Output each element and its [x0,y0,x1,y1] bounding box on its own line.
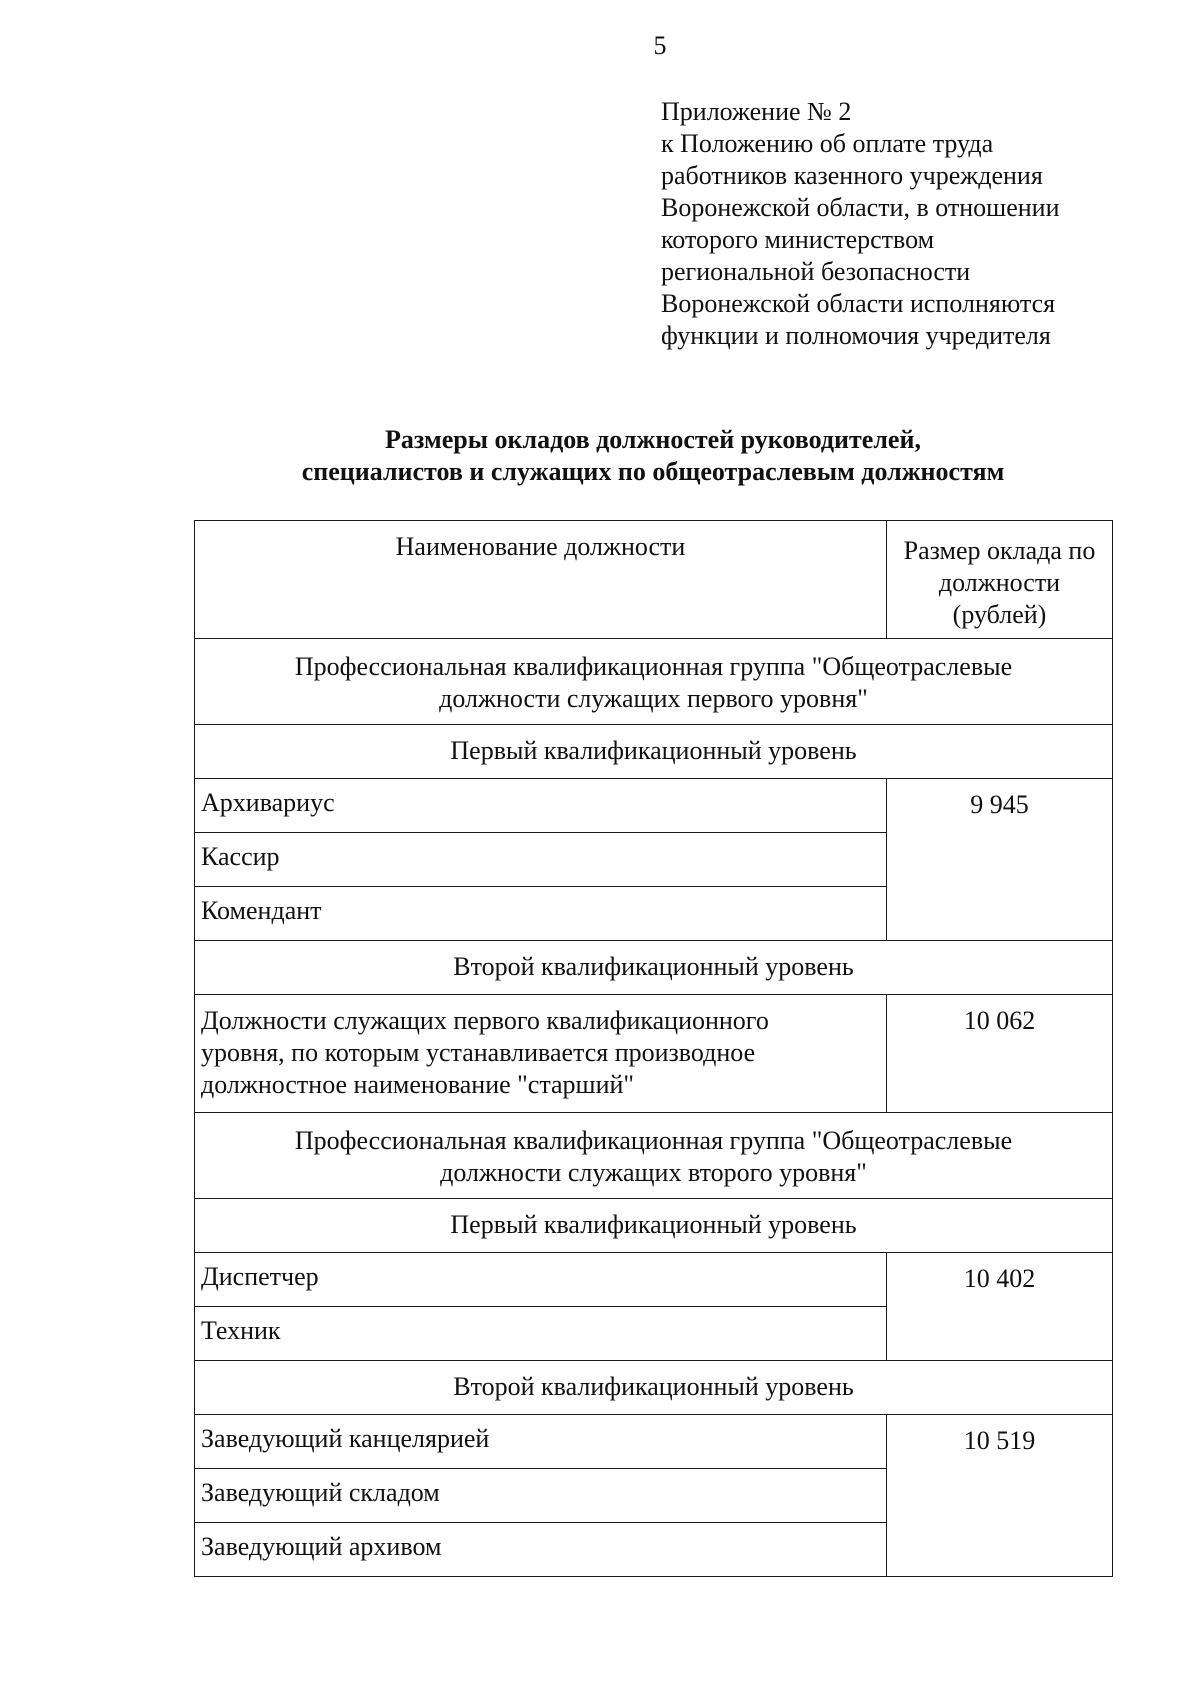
level-row [195,725,1113,779]
header-salary-line: (рублей) [952,600,1047,629]
page-number: 5 [653,31,667,60]
appendix-line: которого министерством [661,225,935,254]
header-salary [887,521,1113,639]
table-row [195,1415,1113,1469]
group-title-line: должности служащих второго уровня" [440,1158,867,1187]
table-row [195,1253,1113,1307]
group-title [195,1113,1113,1199]
header-salary-line: Размер оклада по [903,536,1096,565]
level-title: Второй квалификационный уровень [195,1361,1113,1415]
position-name: Комендант [195,887,887,941]
position-name-line: должностное наименование "старший" [201,1070,635,1099]
salary-value: 10 519 [887,1415,1113,1577]
level-row [195,941,1113,995]
group-title [195,639,1113,725]
document-title [196,424,1110,488]
position-name: Техник [195,1307,887,1361]
appendix-note [661,96,1181,352]
position-name: Архивариус [195,779,887,833]
salary-value: 9 945 [887,779,1113,941]
appendix-line: к Положению об оплате труда [661,129,994,158]
title-line: специалистов и служащих по общеотраслевым должностям [301,457,1005,486]
position-name-line: уровня, по которым устанавливается производное [201,1038,756,1067]
appendix-line: Воронежской области, в отношении [661,193,1060,222]
level-row [195,1199,1113,1253]
table-row [195,995,1113,1113]
position-name-line: Должности служащих первого квалификационного [201,1006,769,1035]
position-name: Заведующий складом [195,1469,887,1523]
title-line: Размеры окладов должностей руководителей, [385,425,921,454]
salary-table [194,520,1113,1577]
appendix-line: региональной безопасности [661,257,971,286]
group-title-line: должности служащих первого уровня" [439,684,868,713]
position-name: Заведующий архивом [195,1523,887,1577]
position-name [195,995,887,1113]
header-salary-line: должности [938,568,1061,597]
appendix-line: Приложение № 2 [661,97,852,126]
position-name: Заведующий канцелярией [195,1415,887,1469]
level-title: Первый квалификационный уровень [195,725,1113,779]
header-position-name: Наименование должности [195,521,887,639]
table-row [195,779,1113,833]
appendix-line: работников казенного учреждения [661,161,1043,190]
appendix-line: функции и полномочия учредителя [661,321,1051,350]
level-title: Первый квалификационный уровень [195,1199,1113,1253]
table-header-row [195,521,1113,639]
salary-value: 10 402 [887,1253,1113,1361]
level-title: Второй квалификационный уровень [195,941,1113,995]
group-row [195,1113,1113,1199]
level-row [195,1361,1113,1415]
salary-value: 10 062 [887,995,1113,1113]
group-title-line: Профессиональная квалификационная группа "Общеотраслевые [294,652,1013,681]
appendix-line: Воронежской области исполняются [661,289,1056,318]
position-name: Кассир [195,833,887,887]
position-name: Диспетчер [195,1253,887,1307]
group-title-line: Профессиональная квалификационная группа "Общеотраслевые [294,1126,1013,1155]
group-row [195,639,1113,725]
